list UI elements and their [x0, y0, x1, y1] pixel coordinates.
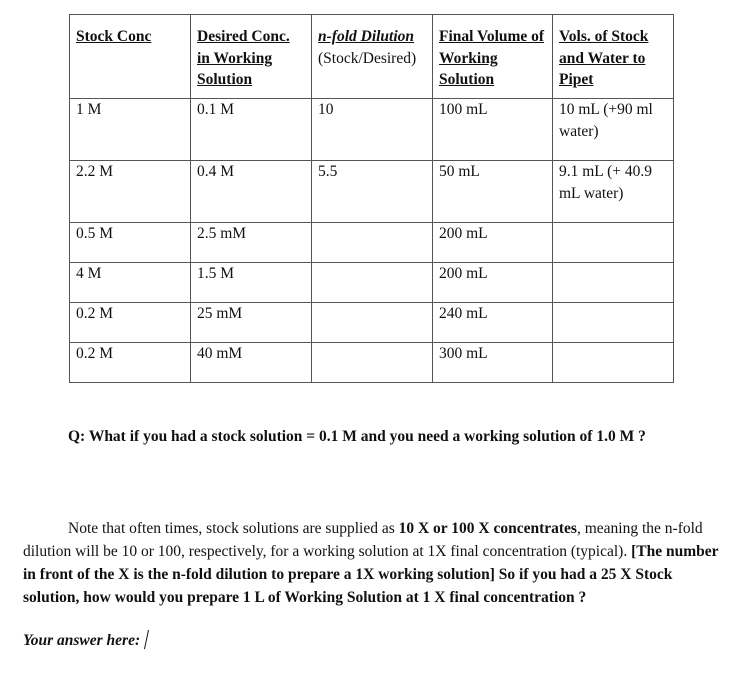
- cell-desired-conc: 1.5 M: [191, 263, 312, 303]
- cell-n-fold[interactable]: [312, 263, 433, 303]
- cell-n-fold[interactable]: [312, 223, 433, 263]
- note-paragraph: [23, 517, 723, 609]
- header-final-volume: Final Volume of Working Solution: [433, 15, 553, 99]
- note-text-bold-concentrates: 10 X or 100 X concentrates: [398, 520, 577, 537]
- cell-final-volume: 240 mL: [433, 303, 553, 343]
- cell-vols-to-pipet[interactable]: [553, 303, 674, 343]
- table-header-row: [70, 15, 674, 99]
- answer-area[interactable]: [23, 630, 147, 650]
- cell-n-fold[interactable]: [312, 343, 433, 383]
- cell-vols-to-pipet[interactable]: [553, 223, 674, 263]
- table-row: [70, 263, 674, 303]
- table-row: [70, 99, 674, 161]
- cell-stock-conc: 1 M: [70, 99, 191, 161]
- cell-final-volume: 200 mL: [433, 223, 553, 263]
- cell-n-fold[interactable]: [312, 303, 433, 343]
- cell-desired-conc: 0.1 M: [191, 99, 312, 161]
- note-text-part1: Note that often times, stock solutions are supplied as: [68, 520, 399, 537]
- cell-stock-conc: 4 M: [70, 263, 191, 303]
- table-row: [70, 161, 674, 223]
- cell-desired-conc: 2.5 mM: [191, 223, 312, 263]
- question-text: Q: What if you had a stock solution = 0.1 M and you need a working solution of 1.0 M ?: [68, 428, 646, 445]
- cell-vols-to-pipet[interactable]: 9.1 mL (+ 40.9 mL water): [553, 161, 674, 223]
- cell-desired-conc: 25 mM: [191, 303, 312, 343]
- cell-n-fold[interactable]: 10: [312, 99, 433, 161]
- header-stock-conc: Stock Conc: [70, 15, 191, 99]
- table-row: [70, 223, 674, 263]
- note-text-bold-question: [The number in front of the X is the n-fold dilution to prepare a 1X working solution] So if you had a 25 X Stock solution, how would you prepare 1 L of Working Solution at 1 X final concentration ?: [23, 543, 719, 606]
- header-n-fold-dilution: n-fold Dilution (Stock/Desired): [312, 15, 433, 99]
- cell-final-volume: 200 mL: [433, 263, 553, 303]
- cell-stock-conc: 0.2 M: [70, 343, 191, 383]
- cell-stock-conc: 0.5 M: [70, 223, 191, 263]
- text-cursor: [144, 630, 149, 649]
- cell-desired-conc: 40 mM: [191, 343, 312, 383]
- cell-desired-conc: 0.4 M: [191, 161, 312, 223]
- cell-vols-to-pipet[interactable]: 10 mL (+90 ml water): [553, 99, 674, 161]
- dilution-table: [69, 14, 674, 383]
- cell-final-volume: 100 mL: [433, 99, 553, 161]
- cell-final-volume: 50 mL: [433, 161, 553, 223]
- table-row: [70, 343, 674, 383]
- cell-vols-to-pipet[interactable]: [553, 263, 674, 303]
- answer-label: Your answer here:: [23, 632, 141, 649]
- note-text-part3: , meaning the n-fold dilution will be 10 or 100, respectively, for a working solution at 1X final concentration (typical).: [23, 520, 703, 560]
- cell-final-volume: 300 mL: [433, 343, 553, 383]
- header-vols-stock-water: Vols. of Stock and Water to Pipet: [553, 15, 674, 99]
- header-desired-conc: Desired Conc. in Working Solution: [191, 15, 312, 99]
- cell-stock-conc: 2.2 M: [70, 161, 191, 223]
- cell-n-fold[interactable]: 5.5: [312, 161, 433, 223]
- table-row: [70, 303, 674, 343]
- cell-vols-to-pipet[interactable]: [553, 343, 674, 383]
- cell-stock-conc: 0.2 M: [70, 303, 191, 343]
